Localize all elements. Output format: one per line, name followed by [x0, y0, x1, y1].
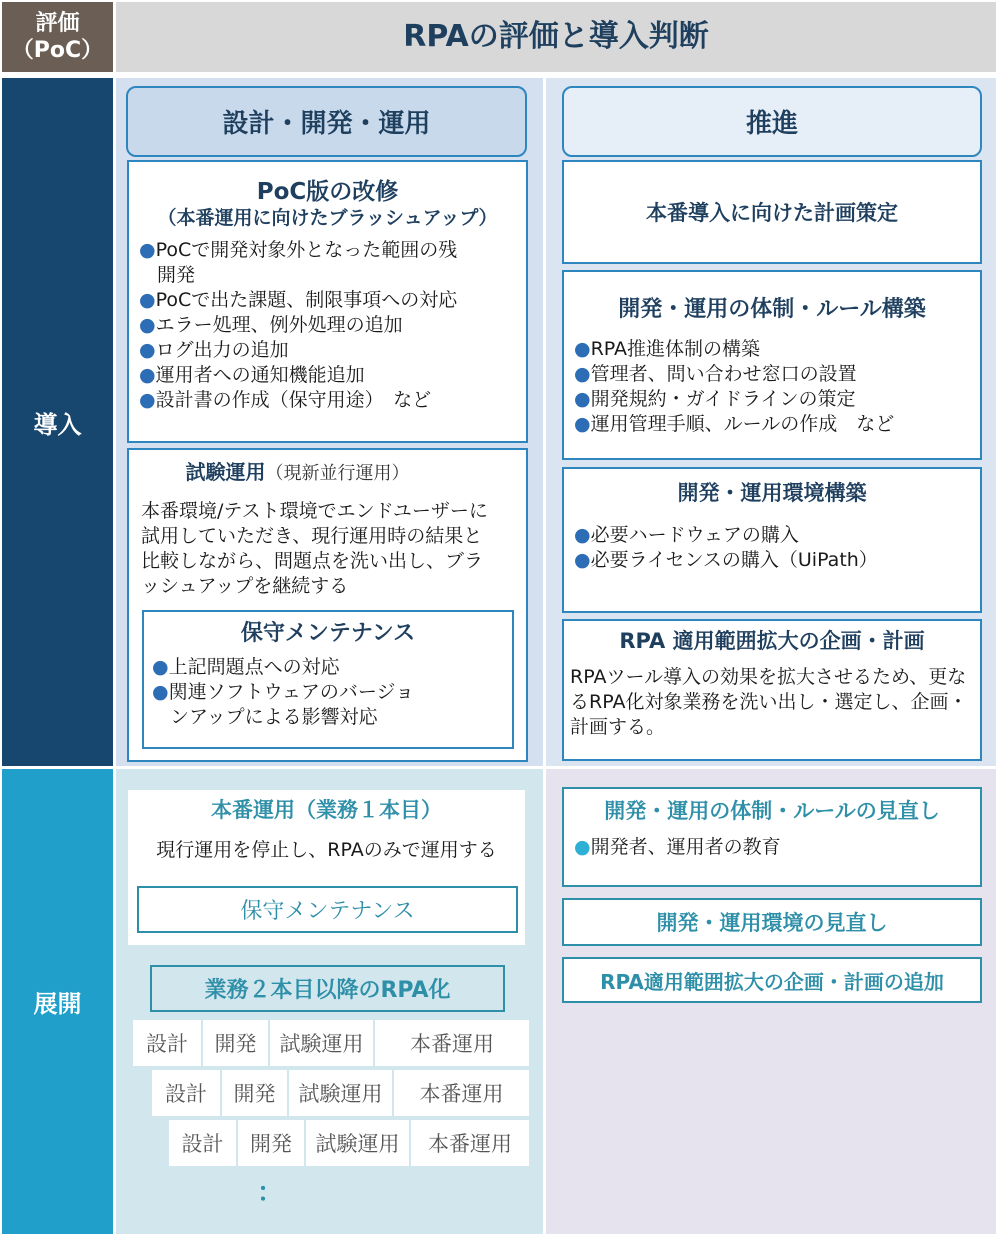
expand-box-title: RPA 適用範囲拡大の企画・計画: [619, 629, 925, 653]
plan-box-title: 本番導入に向けた計画策定: [646, 201, 898, 225]
bullet-icon: ●: [139, 239, 156, 261]
page-title: RPAの評価と導入判断: [403, 19, 709, 54]
timeline-cell-design: 設計: [133, 1020, 201, 1066]
bullet-icon: ●: [139, 289, 156, 311]
bullet-icon: ●: [139, 339, 156, 361]
bullet-icon: ●: [152, 681, 169, 703]
review-org-title: 開発・運用の体制・ルールの見直し: [604, 799, 940, 823]
list-item: ●運用者への通知機能追加: [139, 364, 365, 386]
bullet-icon: ●: [139, 389, 156, 411]
production-maintenance-label: 保守メンテナンス: [137, 886, 518, 933]
list-item: ●開発規約・ガイドラインの策定: [574, 388, 856, 410]
bullet-icon: ●: [574, 524, 591, 546]
poc-box-subtitle: （本番運用に向けたブラッシュアップ）: [157, 207, 498, 229]
timeline-cell-production: 本番運用: [375, 1020, 529, 1066]
org-box-title: 開発・運用の体制・ルール構築: [618, 297, 926, 322]
list-item: ●関連ソフトウェアのバージョンアップによる影響対応: [152, 681, 415, 728]
list-item: ●必要ハードウェアの購入: [574, 524, 799, 546]
org-box-list: [574, 337, 970, 437]
expansion-plan-box: [562, 619, 982, 761]
bullet-icon: ●: [574, 549, 591, 571]
bullet-icon: ●: [574, 338, 591, 360]
bullet-icon: ●: [574, 388, 591, 410]
bullet-icon: ●: [152, 656, 169, 678]
list-item: ●開発者、運用者の教育: [574, 836, 781, 858]
review-expand-box: RPA適用範囲拡大の企画・計画の追加: [562, 957, 982, 1003]
list-item: ●ログ出力の追加: [139, 339, 289, 361]
trial-box-note: （現新並行運用）: [265, 463, 410, 484]
column-header-dev-ops: 設計・開発・運用: [126, 86, 527, 157]
phase-label-line1: 評価: [35, 11, 80, 36]
plan-box: [562, 160, 982, 264]
trial-box-body: 本番環境/テスト環境でエンドユーザーに試用していただき、現行運用時の結果と比較しながら、問題点を洗い出し、ブラッシュアップを継続する: [141, 500, 488, 597]
bullet-icon: ●: [574, 413, 591, 435]
env-box-list: [574, 523, 970, 573]
review-org-box: [562, 787, 982, 887]
bullet-icon: ●: [574, 836, 591, 858]
maintenance-box-list: [152, 655, 502, 730]
env-box-title: 開発・運用環境構築: [677, 481, 867, 505]
row-label-intro: 導入: [2, 78, 113, 766]
title-bar: [116, 2, 996, 72]
phase-label: [2, 2, 113, 72]
production-box-body: 現行運用を停止し、RPAのみで運用する: [156, 839, 497, 861]
timeline-continuation: ：: [256, 1178, 283, 1208]
list-item: ●管理者、問い合わせ窓口の設置: [574, 363, 857, 385]
list-item: ●運用管理手順、ルールの作成 など: [574, 413, 895, 435]
timeline-cell-trial: 試験運用: [270, 1020, 373, 1066]
timeline-cell-dev: 開発: [222, 1070, 287, 1116]
timeline-cell-dev: 開発: [203, 1020, 268, 1066]
row-label-deploy: 展開: [2, 769, 113, 1234]
list-item: ●必要ライセンスの購入（UiPath）: [574, 549, 878, 571]
multi-task-label: 業務２本目以降のRPA化: [150, 965, 505, 1012]
org-rules-box: [562, 270, 982, 460]
bullet-icon: ●: [139, 364, 156, 386]
list-item: ●PoCで出た課題、制限事項への対応: [139, 289, 458, 311]
timeline-cell-design: 設計: [152, 1070, 220, 1116]
timeline-cell-trial: 試験運用: [306, 1120, 409, 1166]
timeline-cell-dev: 開発: [238, 1120, 304, 1166]
poc-refinement-box: [127, 160, 528, 443]
trial-box-heading: [69, 456, 526, 485]
list-item: ●RPA推進体制の構築: [574, 338, 761, 360]
timeline-cell-production: 本番運用: [394, 1070, 529, 1116]
expand-box-body: RPAツール導入の効果を拡大させるため、更なるRPA化対象業務を洗い出し・選定し、企画・計画する。: [570, 666, 968, 738]
timeline-cell-trial: 試験運用: [289, 1070, 392, 1116]
bullet-icon: ●: [139, 314, 156, 336]
list-item: ●上記問題点への対応: [152, 656, 340, 678]
timeline-cell-production: 本番運用: [411, 1120, 529, 1166]
list-item: ●エラー処理、例外処理の追加: [139, 314, 403, 336]
timeline-cell-design: 設計: [169, 1120, 236, 1166]
production-box-title: 本番運用（業務１本目）: [211, 798, 442, 822]
maintenance-box: [142, 610, 514, 749]
poc-box-title: PoC版の改修: [256, 179, 399, 205]
phase-label-line2: （PoC）: [11, 38, 104, 63]
list-item: ●設計書の作成（保守用途） など: [139, 389, 432, 411]
environment-box: [562, 467, 982, 613]
trial-box-title: 試験運用: [185, 460, 266, 484]
review-env-box: 開発・運用環境の見直し: [562, 898, 982, 946]
poc-box-list: [139, 238, 476, 413]
column-header-promotion: 推進: [562, 86, 982, 157]
list-item: ●PoCで開発対象外となった範囲の残開発: [139, 239, 458, 286]
bullet-icon: ●: [574, 363, 591, 385]
maintenance-box-title: 保守メンテナンス: [240, 621, 416, 646]
